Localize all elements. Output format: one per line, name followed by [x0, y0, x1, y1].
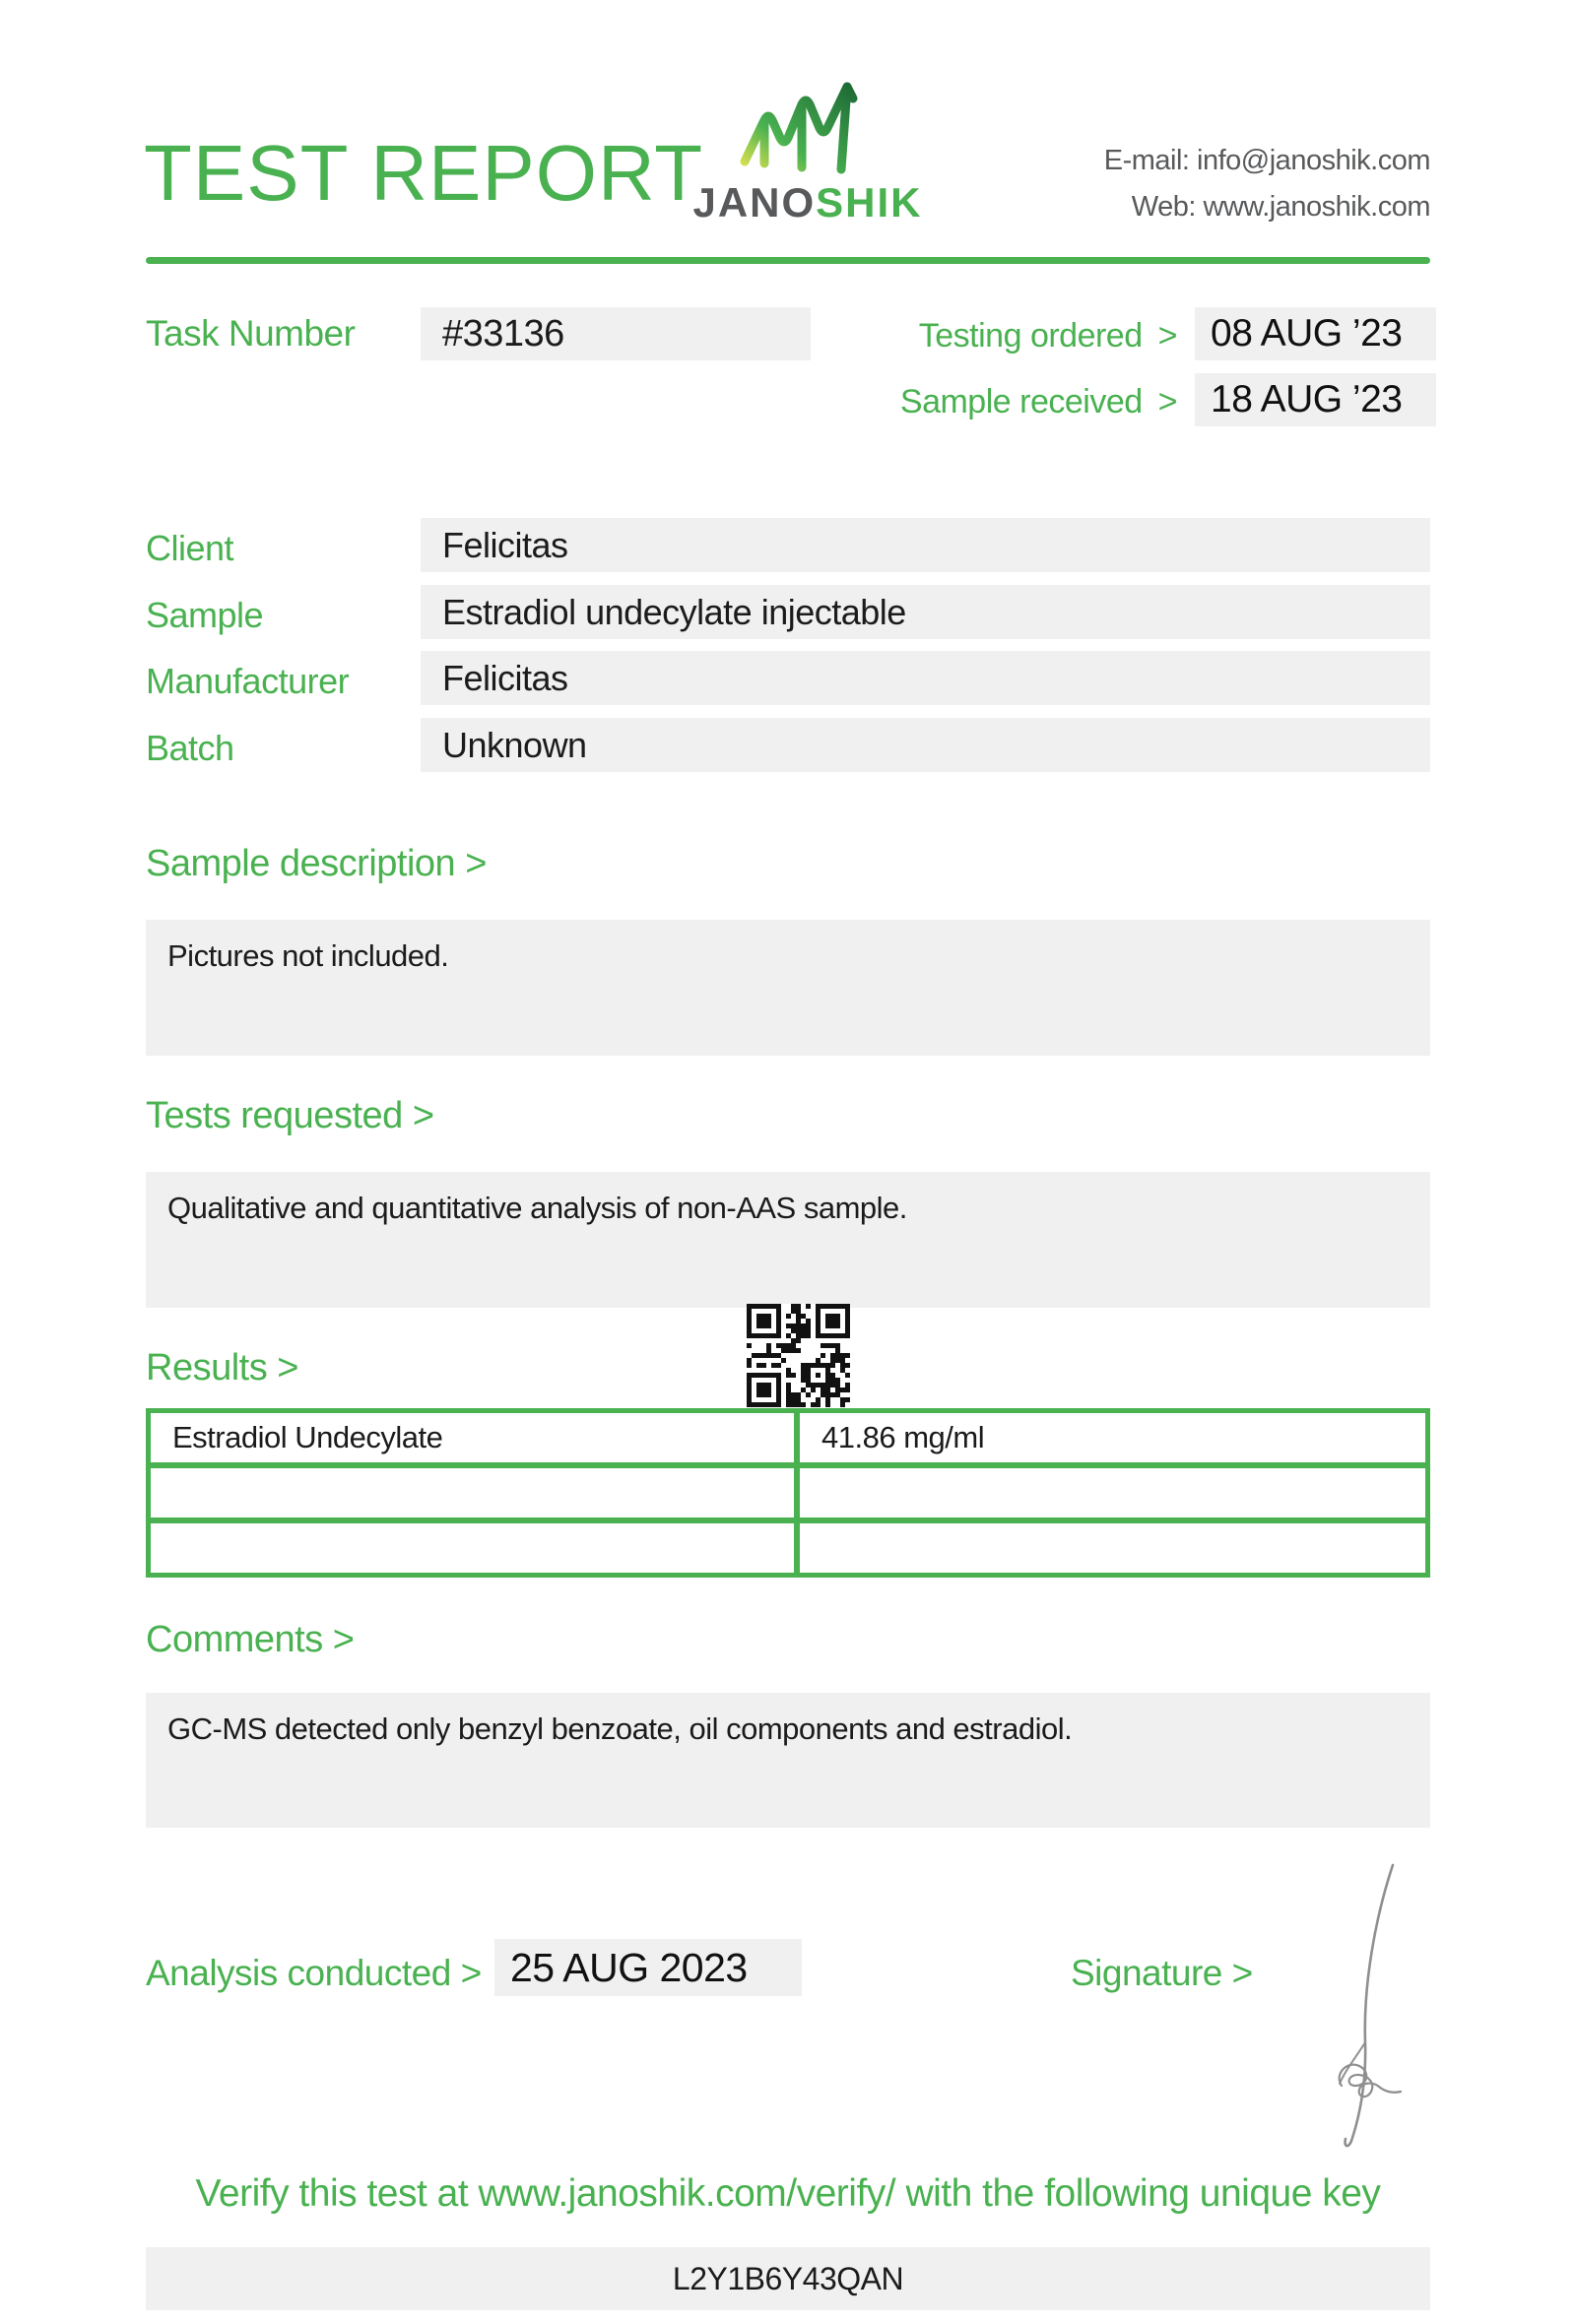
- signature-label: Signature >: [1071, 1953, 1253, 1993]
- comments-heading: Comments >: [146, 1619, 355, 1660]
- result-empty-cell: [797, 1520, 1428, 1576]
- chevron-right-glyph: >: [1157, 317, 1177, 355]
- sample-label: Sample: [146, 595, 264, 635]
- unique-key-value: L2Y1B6Y43QAN: [146, 2247, 1430, 2310]
- analysis-conducted-label: Analysis conducted >: [146, 1953, 482, 1993]
- qr-code: [747, 1304, 850, 1407]
- sample-received-value: 18 AUG ’23: [1195, 373, 1436, 426]
- page-title: TEST REPORT: [144, 129, 704, 217]
- manufacturer-label: Manufacturer: [146, 661, 350, 701]
- client-label: Client: [146, 528, 234, 568]
- batch-label: Batch: [146, 728, 234, 768]
- email-label: E-mail:: [1103, 145, 1190, 176]
- contact-email-line: [938, 138, 1430, 184]
- comments-box: GC-MS detected only benzyl benzoate, oil components and estradiol.: [146, 1693, 1430, 1828]
- testing-ordered-label: Testing ordered >: [918, 317, 1177, 355]
- tests-requested-box: Qualitative and quantitative analysis of non-AAS sample.: [146, 1172, 1430, 1308]
- sample-description-box: Pictures not included.: [146, 920, 1430, 1056]
- manufacturer-value: Felicitas: [421, 651, 1430, 705]
- chevron-right-glyph: >: [1157, 383, 1177, 420]
- results-heading: Results >: [146, 1347, 298, 1388]
- task-number-label: Task Number: [146, 313, 356, 354]
- client-value: Felicitas: [421, 518, 1430, 572]
- result-empty-cell: [148, 1520, 797, 1576]
- sample-value: Estradiol undecylate injectable: [421, 585, 1430, 639]
- contact-block: [938, 138, 1430, 230]
- web-value: www.janoshik.com: [1203, 191, 1430, 223]
- result-value-cell: 41.86 mg/ml: [797, 1410, 1428, 1465]
- batch-value: Unknown: [421, 718, 1430, 772]
- brand-wordmark: [690, 179, 926, 226]
- tests-requested-heading: Tests requested >: [146, 1095, 434, 1136]
- testing-ordered-value: 08 AUG ’23: [1195, 307, 1436, 360]
- web-label: Web:: [1131, 191, 1196, 223]
- verify-instruction: Verify this test at www.janoshik.com/verify/ with the following unique key: [195, 2172, 1381, 2215]
- growth-chart-icon: [731, 77, 885, 177]
- analysis-conducted-value: 25 AUG 2023: [494, 1939, 802, 1996]
- result-analyte-cell: Estradiol Undecylate: [148, 1410, 797, 1465]
- task-number-value: #33136: [421, 307, 811, 360]
- result-empty-cell: [797, 1465, 1428, 1520]
- handwritten-signature: [1277, 1857, 1424, 2153]
- email-value: info@janoshik.com: [1197, 145, 1430, 176]
- brand-jano: JANO: [692, 179, 817, 226]
- brand-shik: SHIK: [816, 179, 923, 226]
- results-table: [146, 1408, 1430, 1578]
- header-divider: [146, 257, 1430, 264]
- sample-description-heading: Sample description >: [146, 843, 487, 884]
- contact-web-line: [938, 184, 1430, 230]
- sample-received-label: Sample received >: [899, 383, 1177, 420]
- result-empty-cell: [148, 1465, 797, 1520]
